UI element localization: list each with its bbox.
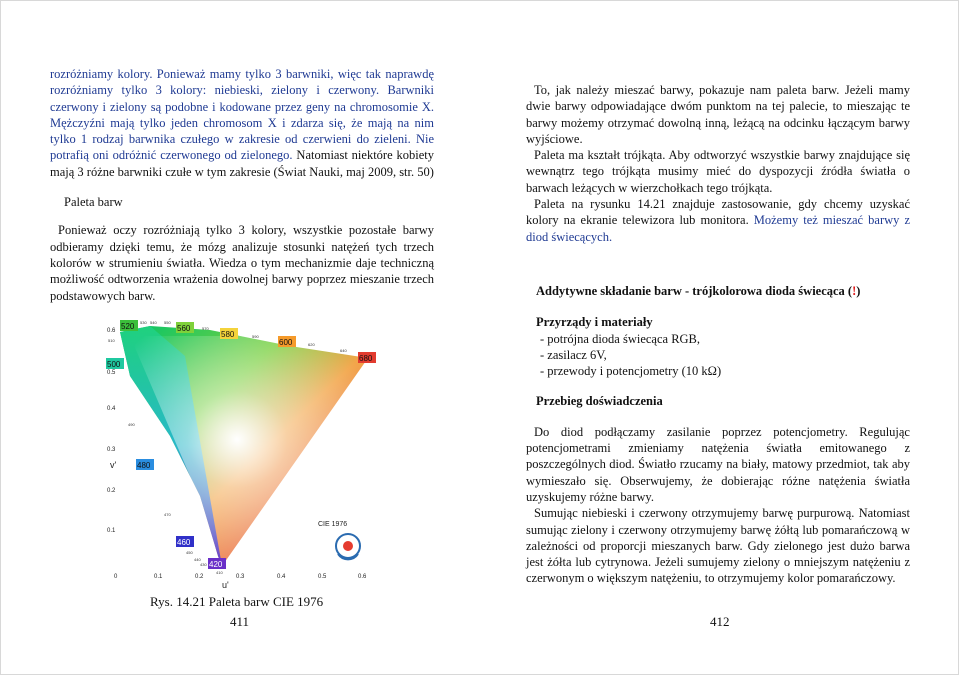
x-tick: 0.4 bbox=[277, 574, 286, 580]
paragraph: Paleta ma kształt trójkąta. Aby odtworzyć wszystkie barwy znajdujące się wewnątrz tego trójkąta musimy mieć do dyspozycji źródła światła o barwach leżących w wierzchołkach tego trójkąta. bbox=[526, 148, 910, 195]
heading-experiment bbox=[536, 283, 910, 299]
wavelength-label: 480 bbox=[137, 461, 151, 470]
paragraph: To, jak należy mieszać barwy, pokazuje nam paleta barw. Jeżeli mamy dwie barwy odpowiadające dwóm punktom na tej palecie, to mieszając te barwy możemy otrzymać dowolną inną, leżącą na odcinku łączącym barwy wyjściowe. bbox=[526, 83, 910, 146]
wavelength-label: 460 bbox=[177, 538, 191, 547]
cie-logo-icon bbox=[336, 534, 360, 559]
paragraph: Sumując niebieski i czerwony otrzymujemy barwę purpurową. Natomiast sumując zielony i czerwony otrzymujemy barwę żółtą lub pomarańczową w zależności od proporcji mieszanych barw. Gdy zielonego jest dużo barwa jest żółta lub cytrynowa. Jeżeli sumujemy zielony o mniejszym natężeniu z czerwonym o większym natężeniu, to otrzymujemy kolor pomarańczowy. bbox=[526, 506, 910, 586]
y-tick: 0 bbox=[114, 574, 118, 580]
y-tick: 0.4 bbox=[107, 406, 116, 412]
small-label: 550 bbox=[164, 320, 171, 325]
wavelength-label: 600 bbox=[279, 338, 293, 347]
heading-text: ) bbox=[856, 283, 861, 298]
wavelength-label: 560 bbox=[177, 324, 191, 333]
cie-diagram-svg bbox=[90, 316, 390, 588]
heading-procedure: Przebieg doświadczenia bbox=[536, 394, 663, 409]
page-number-right: 412 bbox=[710, 614, 730, 629]
small-label: 510 bbox=[108, 338, 115, 343]
small-label: 490 bbox=[128, 422, 135, 427]
paragraph: Do diod podłączamy zasilanie poprzez potencjometry. Regulując potencjometrami zmieniamy natężenia światła emitowanego z poszczególnych diod. Światło rzucamy na biały, matowy przedmiot, tak aby wymieszało się. Obserwujemy, że dobierając różne natężenia światła uzyskujemy różne barwy. bbox=[526, 424, 910, 504]
wavelength-label: 500 bbox=[107, 360, 121, 369]
heading-materials: Przyrządy i materiały bbox=[536, 315, 653, 330]
x-tick: 0.3 bbox=[236, 574, 245, 580]
y-tick: 0.5 bbox=[107, 370, 116, 376]
small-label: 440 bbox=[194, 557, 201, 562]
paragraph-text: Możemy też mieszać barwy z diod świecących. bbox=[526, 213, 910, 244]
small-label: 570 bbox=[202, 326, 209, 331]
paragraph-text: Paleta na rysunku 14.21 znajduje zastosowanie, gdy chcemy uzyskać kolory na ekranie telewizora lub monitora. bbox=[526, 197, 910, 228]
list-item: - zasilacz 6V, bbox=[540, 347, 607, 362]
section-title: Paleta barw bbox=[64, 195, 123, 210]
paragraph bbox=[526, 196, 910, 245]
paragraph: Ponieważ oczy rozróżniają tylko 3 kolory, wszystkie pozostałe barwy odbieramy dzięki temu, że mózg analizuje stosunki natężeń tych trzech kolorów w strumieniu światła. Wiedza o tym mechanizmie daje techniczną możliwość odtworzenia wrażenia dowolnej barwy poprzez mieszanie trzech podstawowych barw. bbox=[50, 223, 434, 303]
y-tick: 0.3 bbox=[107, 447, 116, 453]
left-column bbox=[50, 66, 434, 304]
small-label: 620 bbox=[308, 342, 315, 347]
x-tick: 0.5 bbox=[318, 574, 327, 580]
wavelength-label: 580 bbox=[221, 330, 235, 339]
cie-1976-diagram bbox=[90, 316, 390, 588]
x-tick: 0.6 bbox=[358, 574, 367, 580]
figure-caption: Rys. 14.21 Paleta barw CIE 1976 bbox=[150, 594, 324, 609]
small-label: 410 bbox=[216, 570, 223, 575]
y-axis-label: v' bbox=[110, 460, 117, 470]
paragraph-text: rozróżniamy kolory. Ponieważ mamy tylko 3 barwniki, więc tak naprawdę rozróżniamy tylko 3 kolory: niebieski, zielony i czerwony. Barwniki czerwony i zielony są podobne i kodowane przez geny na chromosomie X. Mężczyźni mają tylko jeden chromosom X i zdarza się, że mają na nim tylko 1 rodzaj barwnika czułego w zakresie od czerwieni do zieleni. Nie potrafią oni odróżnić czerwonego od zielonego. bbox=[50, 67, 434, 163]
small-label: 430 bbox=[200, 562, 207, 567]
heading-text: Addytywne składanie barw - trójkolorowa dioda świecąca ( bbox=[536, 283, 853, 298]
list-item: - potrójna dioda świecąca RGB, bbox=[540, 331, 701, 346]
small-label: 530 bbox=[140, 320, 147, 325]
right-column bbox=[526, 82, 910, 587]
list-item: - przewody i potencjometry (10 kΩ) bbox=[540, 364, 722, 379]
page-number-left: 411 bbox=[230, 614, 250, 629]
gamut-white-center bbox=[130, 336, 368, 566]
small-label: 450 bbox=[186, 550, 193, 555]
wavelength-label: 420 bbox=[209, 560, 223, 569]
small-label: 540 bbox=[150, 320, 157, 325]
x-tick: 0.1 bbox=[154, 574, 163, 580]
y-tick: 0.1 bbox=[107, 528, 116, 534]
cie-standard-label: CIE 1976 bbox=[318, 521, 348, 528]
x-ticks bbox=[154, 574, 367, 580]
small-label: 640 bbox=[340, 348, 347, 353]
paragraph-text: Natomiast niektóre kobiety mają 3 różne barwniki czułe w tym zakresie (Świat Nauki, maj 2009, str. 50) bbox=[50, 148, 434, 179]
x-tick: 0.2 bbox=[195, 574, 204, 580]
paragraph bbox=[50, 66, 434, 180]
wavelength-label: 520 bbox=[121, 322, 135, 331]
x-axis-label: u' bbox=[222, 580, 229, 588]
small-label: 470 bbox=[164, 512, 171, 517]
exclamation-mark: ! bbox=[852, 283, 857, 298]
wavelength-label: 680 bbox=[359, 354, 373, 363]
y-tick: 0.6 bbox=[107, 328, 116, 334]
small-label: 590 bbox=[252, 334, 259, 339]
y-tick: 0.2 bbox=[107, 488, 116, 494]
